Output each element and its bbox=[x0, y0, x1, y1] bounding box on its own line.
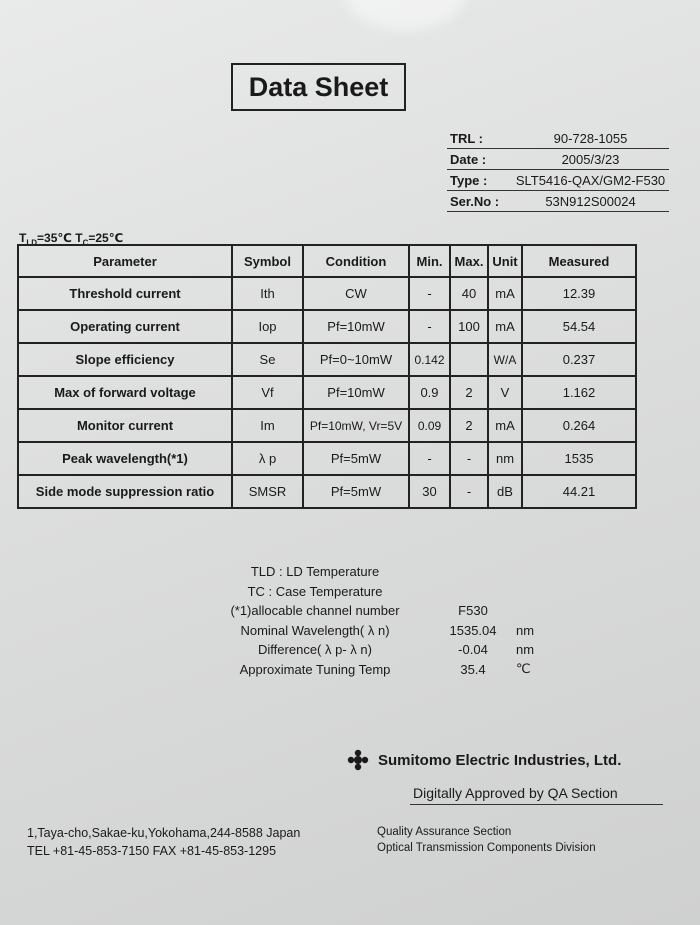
company-signature bbox=[346, 749, 621, 771]
cell-min: - bbox=[409, 442, 450, 475]
contact-line: TEL +81-45-853-7150 FAX +81-45-853-1295 bbox=[27, 844, 277, 858]
cell-measured: 1535 bbox=[522, 442, 636, 475]
table-row bbox=[18, 376, 636, 409]
cell-max: - bbox=[450, 475, 488, 508]
cell-max: 100 bbox=[450, 310, 488, 343]
note-unit: nm bbox=[516, 642, 535, 658]
division-line: Optical Transmission Components Division bbox=[377, 842, 596, 854]
note-value: 35.4 bbox=[460, 661, 486, 677]
col-header: Parameter bbox=[18, 245, 232, 277]
info-value: SLT5416-QAX/GM2-F530 bbox=[515, 173, 666, 188]
cell-measured: 54.54 bbox=[522, 310, 636, 343]
note-value: -0.04 bbox=[458, 642, 488, 658]
info-row-date bbox=[447, 149, 669, 170]
tld-subscript: LD bbox=[26, 238, 38, 248]
note-tld: TLD : LD Temperature bbox=[250, 564, 380, 580]
note-definition bbox=[200, 562, 620, 582]
note-item bbox=[200, 601, 620, 621]
tld-label: T bbox=[19, 231, 27, 245]
cell-unit: mA bbox=[488, 409, 522, 442]
note-value: 1535.04 bbox=[449, 622, 497, 638]
note-tc: TC : Case Temperature bbox=[247, 583, 383, 599]
cell-min: 0.09 bbox=[409, 409, 450, 442]
cell-parameter: Threshold current bbox=[18, 277, 232, 310]
cell-condition: Pf=5mW bbox=[303, 475, 409, 508]
approval-line: Digitally Approved by QA Section bbox=[410, 785, 663, 805]
cell-unit: V bbox=[488, 376, 522, 409]
info-row-serial bbox=[447, 191, 669, 212]
note-label: (*1)allocable channel number bbox=[230, 603, 400, 619]
table-row bbox=[18, 310, 636, 343]
cell-max: - bbox=[450, 442, 488, 475]
cell-min: 0.9 bbox=[409, 376, 450, 409]
cell-condition: CW bbox=[303, 277, 409, 310]
table-row bbox=[18, 475, 636, 508]
info-block bbox=[447, 128, 669, 212]
cell-measured: 12.39 bbox=[522, 277, 636, 310]
cell-condition: Pf=5mW bbox=[303, 442, 409, 475]
note-unit: nm bbox=[516, 622, 535, 638]
cell-measured: 44.21 bbox=[522, 475, 636, 508]
info-key: Date : bbox=[450, 152, 487, 167]
info-value: 2005/3/23 bbox=[561, 152, 620, 167]
info-key: Ser.No : bbox=[450, 194, 500, 209]
table-row bbox=[18, 409, 636, 442]
note-label: Approximate Tuning Temp bbox=[239, 661, 391, 677]
cell-measured: 1.162 bbox=[522, 376, 636, 409]
col-header: Symbol bbox=[232, 245, 303, 277]
cell-condition: Pf=10mW bbox=[303, 310, 409, 343]
page-title: Data Sheet bbox=[231, 63, 406, 111]
cell-unit: W/A bbox=[488, 343, 522, 376]
col-header: Measured bbox=[522, 245, 636, 277]
note-definition bbox=[200, 582, 620, 602]
table-header-row bbox=[18, 245, 636, 277]
cell-measured: 0.264 bbox=[522, 409, 636, 442]
info-value: 53N912S00024 bbox=[545, 194, 636, 209]
tld-value: =35℃ bbox=[37, 231, 72, 245]
cell-symbol: Vf bbox=[232, 376, 303, 409]
notes-section bbox=[200, 562, 620, 679]
cell-max bbox=[450, 343, 488, 376]
cell-symbol: Se bbox=[232, 343, 303, 376]
note-value: F530 bbox=[458, 603, 488, 619]
department-block bbox=[377, 824, 596, 856]
note-label: Difference( λ p- λ n) bbox=[258, 642, 372, 658]
info-key: TRL : bbox=[450, 131, 483, 146]
note-item bbox=[200, 660, 620, 680]
col-header: Min. bbox=[409, 245, 450, 277]
tc-value: =25℃ bbox=[88, 231, 124, 245]
address-line: 1,Taya-cho,Sakae-ku,Yokohama,244-8588 Japan bbox=[27, 826, 301, 840]
tc-label: T bbox=[75, 231, 83, 245]
col-header: Max. bbox=[450, 245, 488, 277]
table-row bbox=[18, 442, 636, 475]
cell-parameter: Operating current bbox=[18, 310, 232, 343]
cell-symbol: Im bbox=[232, 409, 303, 442]
note-label: Nominal Wavelength( λ n) bbox=[240, 622, 390, 638]
cell-symbol: λ p bbox=[232, 442, 303, 475]
table-row bbox=[18, 343, 636, 376]
cell-parameter: Slope efficiency bbox=[18, 343, 232, 376]
cell-parameter: Peak wavelength(*1) bbox=[18, 442, 232, 475]
cell-parameter: Side mode suppression ratio bbox=[18, 475, 232, 508]
info-value: 90-728-1055 bbox=[553, 131, 628, 146]
sumitomo-logo-icon bbox=[346, 749, 370, 771]
cell-condition: Pf=0~10mW bbox=[303, 343, 409, 376]
company-address bbox=[27, 824, 300, 860]
cell-condition: Pf=10mW, Vr=5V bbox=[303, 409, 409, 442]
cell-min: 0.142 bbox=[409, 343, 450, 376]
department-line: Quality Assurance Section bbox=[377, 826, 512, 838]
cell-max: 2 bbox=[450, 376, 488, 409]
cell-max: 40 bbox=[450, 277, 488, 310]
col-header: Condition bbox=[303, 245, 409, 277]
note-item bbox=[200, 640, 620, 660]
note-unit: ℃ bbox=[516, 661, 531, 677]
info-row-type bbox=[447, 170, 669, 191]
cell-unit: mA bbox=[488, 310, 522, 343]
cell-measured: 0.237 bbox=[522, 343, 636, 376]
cell-min: 30 bbox=[409, 475, 450, 508]
col-header: Unit bbox=[488, 245, 522, 277]
cell-parameter: Monitor current bbox=[18, 409, 232, 442]
note-item bbox=[200, 621, 620, 641]
info-row-trl bbox=[447, 128, 669, 149]
cell-min: - bbox=[409, 310, 450, 343]
company-name: Sumitomo Electric Industries, Ltd. bbox=[378, 751, 622, 769]
cell-unit: nm bbox=[488, 442, 522, 475]
cell-unit: mA bbox=[488, 277, 522, 310]
cell-condition: Pf=10mW bbox=[303, 376, 409, 409]
cell-unit: dB bbox=[488, 475, 522, 508]
cell-symbol: SMSR bbox=[232, 475, 303, 508]
cell-symbol: Ith bbox=[232, 277, 303, 310]
parameter-table bbox=[17, 244, 637, 509]
info-key: Type : bbox=[450, 173, 488, 188]
tc-subscript: C bbox=[82, 238, 89, 248]
table-row bbox=[18, 277, 636, 310]
light-glare bbox=[345, 0, 465, 30]
cell-parameter: Max of forward voltage bbox=[18, 376, 232, 409]
cell-max: 2 bbox=[450, 409, 488, 442]
cell-min: - bbox=[409, 277, 450, 310]
cell-symbol: Iop bbox=[232, 310, 303, 343]
